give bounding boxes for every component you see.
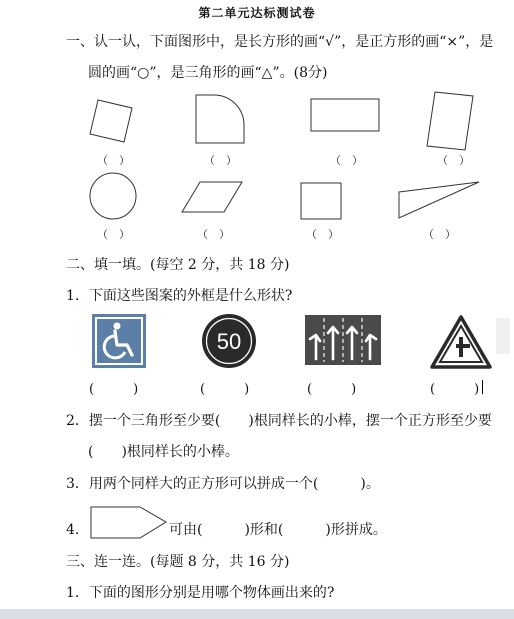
wheelchair-sign-icon	[92, 314, 146, 368]
section2-question3: 3．用两个同样大的正方形可以拼成一个( )。	[66, 476, 380, 492]
section3-question1: 1．下面的图形分别是用哪个物体画出来的?	[66, 585, 335, 601]
section2-question4-text: 可由( )形和( )形拼成。	[169, 522, 387, 538]
sign-answer-blank-3[interactable]: ( )	[307, 382, 357, 397]
sign-answer-blank-2[interactable]: ( )	[200, 382, 250, 397]
section2-heading: 二、填一填。(每空 2 分，共 18 分)	[66, 257, 290, 273]
answer-blank-7[interactable]: （ ）	[306, 228, 339, 241]
section2-question4-number: 4.	[66, 522, 80, 538]
answer-blank-3[interactable]: （ ）	[330, 154, 363, 167]
bottom-scroll-bar[interactable]	[0, 609, 514, 619]
page-edge-marker	[496, 318, 510, 354]
section1-instruction-line2: 圆的画“○”，是三角形的画“△”。(8分)	[88, 65, 328, 81]
square-shape	[300, 182, 344, 220]
sign-answer-blank-1[interactable]: ( )	[89, 382, 139, 397]
page-title: 第二单元达标测试卷	[198, 6, 316, 20]
answer-blank-8[interactable]: （ ）	[423, 228, 456, 241]
answer-blank-5[interactable]: （ ）	[97, 228, 130, 241]
pentagon-arrow-shape	[90, 506, 168, 540]
section2-question2-line1: 2．摆一个三角形至少要( )根同样长的小棒，摆一个正方形至少要	[66, 413, 492, 429]
quarter-round-shape	[194, 93, 246, 145]
section1-instruction-line1: 一、认一认，下面图形中，是长方形的画“√”，是正方形的画“×”，是	[66, 34, 494, 50]
triangle-shape	[397, 180, 481, 220]
speed-limit-text: 50	[216, 329, 242, 354]
answer-blank-1[interactable]: （ ）	[97, 154, 130, 167]
section2-question1: 1．下面这些图案的外框是什么形状?	[66, 288, 293, 304]
section3-heading: 三、连一连。(每题 8 分，共 16 分)	[66, 554, 290, 570]
lane-direction-sign-icon	[305, 315, 381, 365]
tilted-rectangle-shape	[425, 90, 475, 152]
circle-shape	[88, 172, 138, 222]
speed-limit-sign-icon	[200, 312, 258, 370]
section2-question2-line2: ( )根同样长的小棒。	[88, 444, 239, 460]
answer-blank-6[interactable]: （ ）	[197, 228, 230, 241]
intersection-warning-sign-icon	[430, 315, 492, 369]
answer-blank-4[interactable]: （ ）	[437, 154, 470, 167]
tilted-square-shape	[88, 98, 134, 144]
sign-answer-blank-4[interactable]: ( )	[430, 382, 480, 397]
text-cursor	[482, 380, 483, 394]
answer-blank-2[interactable]: （ ）	[204, 154, 237, 167]
rectangle-shape	[310, 98, 380, 132]
parallelogram-shape	[180, 180, 244, 214]
